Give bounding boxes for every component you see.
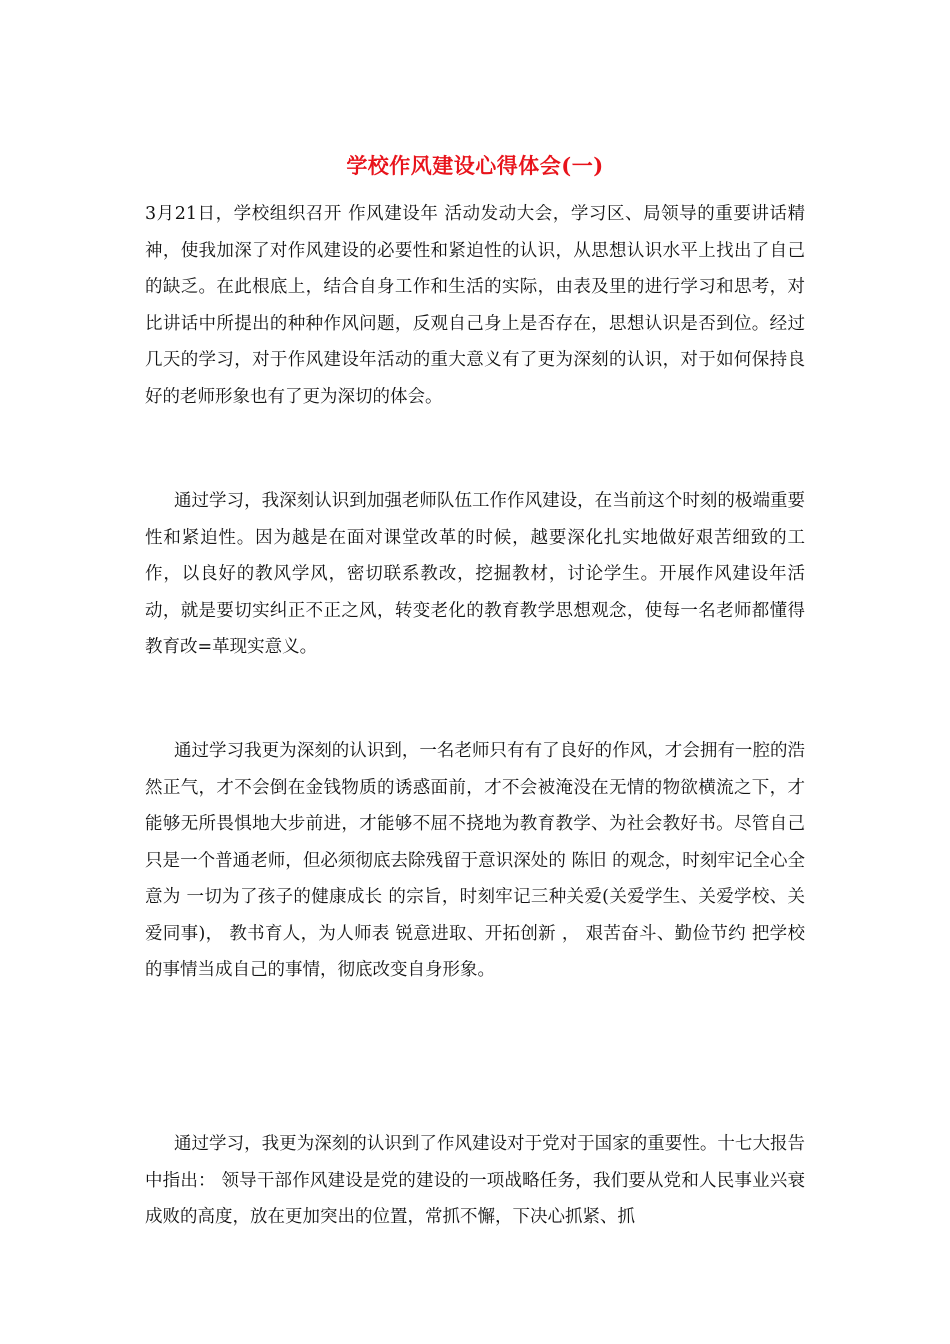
paragraph-3: 通过学习我更为深刻的认识到，一名老师只有有了良好的作风，才会拥有一腔的浩然正气，才不会倒在金钱物质的诱惑面前，才不会被淹没在无情的物欲横流之下，才能够无所畏惧地大步前进，才能够不屈不挠地为教育教学、为社会教好书。尽管自己只是一个普通老师，但必须彻底去除残留于意识深处的 陈旧 的观念，时刻牢记全心全意为 一切为了孩子的健康成长 的宗旨，时刻牢记三种关爱(关爱学生、关爱学校、关爱同事)， 教书育人，为人师表 锐意进取、开拓创新 ， 艰苦奋斗、勤俭节约 把学校的事情当成自己的事情，彻底改变自身形象。 — [145, 741, 805, 980]
document-title: 学校作风建设心得体会(一) — [346, 153, 604, 178]
paragraph-4: 通过学习，我更为深刻的认识到了作风建设对于党对于国家的重要性。十七大报告中指出： 领导干部作风建设是党的建设的一项战略任务，我们要从党和人民事业兴衰成败的高度，放在更加突出的位置，常抓不懈，下决心抓紧、抓 — [145, 1134, 805, 1227]
paragraph-2: 通过学习，我深刻认识到加强老师队伍工作作风建设，在当前这个时刻的极端重要性和紧迫性。因为越是在面对课堂改革的时候，越要深化扎实地做好艰苦细致的工作，以良好的教风学风，密切联系教改，挖掘教材，讨论学生。开展作风建设年活动，就是要切实纠正不正之风，转变老化的教育教学思想观念，使每一名老师都懂得教育改=革现实意义。 — [145, 491, 805, 657]
paragraph-1: 3月21日，学校组织召开 作风建设年 活动发动大会，学习区、局领导的重要讲话精神，使我加深了对作风建设的必要性和紧迫性的认识，从思想认识水平上找出了自己的缺乏。在此根底上，结合自身工作和生活的实际，由表及里的进行学习和思考，对比讲话中所提出的种种作风问题，反观自己身上是否存在，思想认识是否到位。经过几天的学习，对于作风建设年活动的重大意义有了更为深刻的认识，对于如何保持良好的老师形象也有了更为深切的体会。 — [145, 204, 805, 407]
